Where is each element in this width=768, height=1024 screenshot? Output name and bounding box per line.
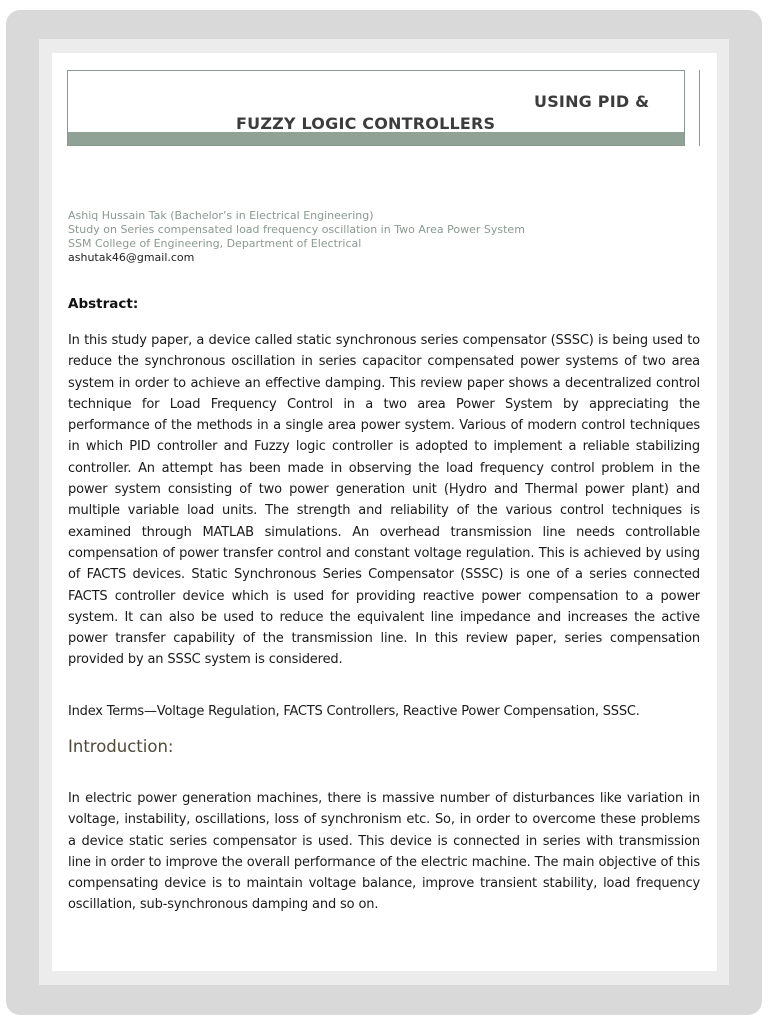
title-line-1: USING PID & xyxy=(534,92,650,111)
title-side-rule xyxy=(699,70,700,146)
abstract-heading: Abstract: xyxy=(68,296,139,312)
author-email[interactable]: ashutak46@gmail.com xyxy=(68,251,195,264)
study-line: Study on Series compensated load frequency oscillation in Two Area Power System xyxy=(68,223,525,236)
title-line-2: FUZZY LOGIC CONTROLLERS xyxy=(236,114,496,133)
college-line: SSM College of Engineering, Department of Electrical xyxy=(68,237,362,250)
introduction-heading: Introduction: xyxy=(68,737,174,756)
author-line: Ashiq Hussain Tak (Bachelor’s in Electrical Engineering) xyxy=(68,209,374,222)
introduction-body: In electric power generation machines, there is massive number of disturbances like variation in voltage, instability, oscillations, loss of synchronism etc. So, in order to overcome these problems a device static series compensator is used. This device is connected in series with transmission line in order to improve the overall performance of the electric machine. The main objective of this compensating device is to maintain voltage balance, improve transient stability, load frequency oscillation, sub-synchronous damping and so on. xyxy=(68,791,700,913)
index-terms: Index Terms—Voltage Regulation, FACTS Controllers, Reactive Power Compensation, SSSC. xyxy=(68,704,640,719)
title-accent-band xyxy=(68,132,684,145)
abstract-body: In this study paper, a device called static synchronous series compensator (SSSC) is being used to reduce the synchronous oscillation in series capacitor compensated power systems of two area system in order to achieve an effective damping. This review paper shows a decentralized control technique for Load Frequency Control in a two area Power System by appreciating the performance of the methods in a single area power system. Various of modern control techniques in which PID controller and Fuzzy logic controller is adopted to implement a reliable stabilizing controller. An attempt has been made in observing the load frequency control problem in the power system consisting of two power generation unit (Hydro and Thermal power plant) and multiple variable load units. The strength and reliability of the various control techniques is examined through MATLAB simulations. An overhead transmission line needs controllable compensation of power transfer control and constant voltage regulation. This is achieved by using of FACTS devices. Static Synchronous Series Compensator (SSSC) is one of a series connected FACTS controller device which is used for providing reactive power compensation to a power system. It can also be used to reduce the equivalent line impedance and increases the active power transfer capability of the transmission line. In this review paper, series compensation provided by an SSSC system is considered. xyxy=(68,333,700,668)
